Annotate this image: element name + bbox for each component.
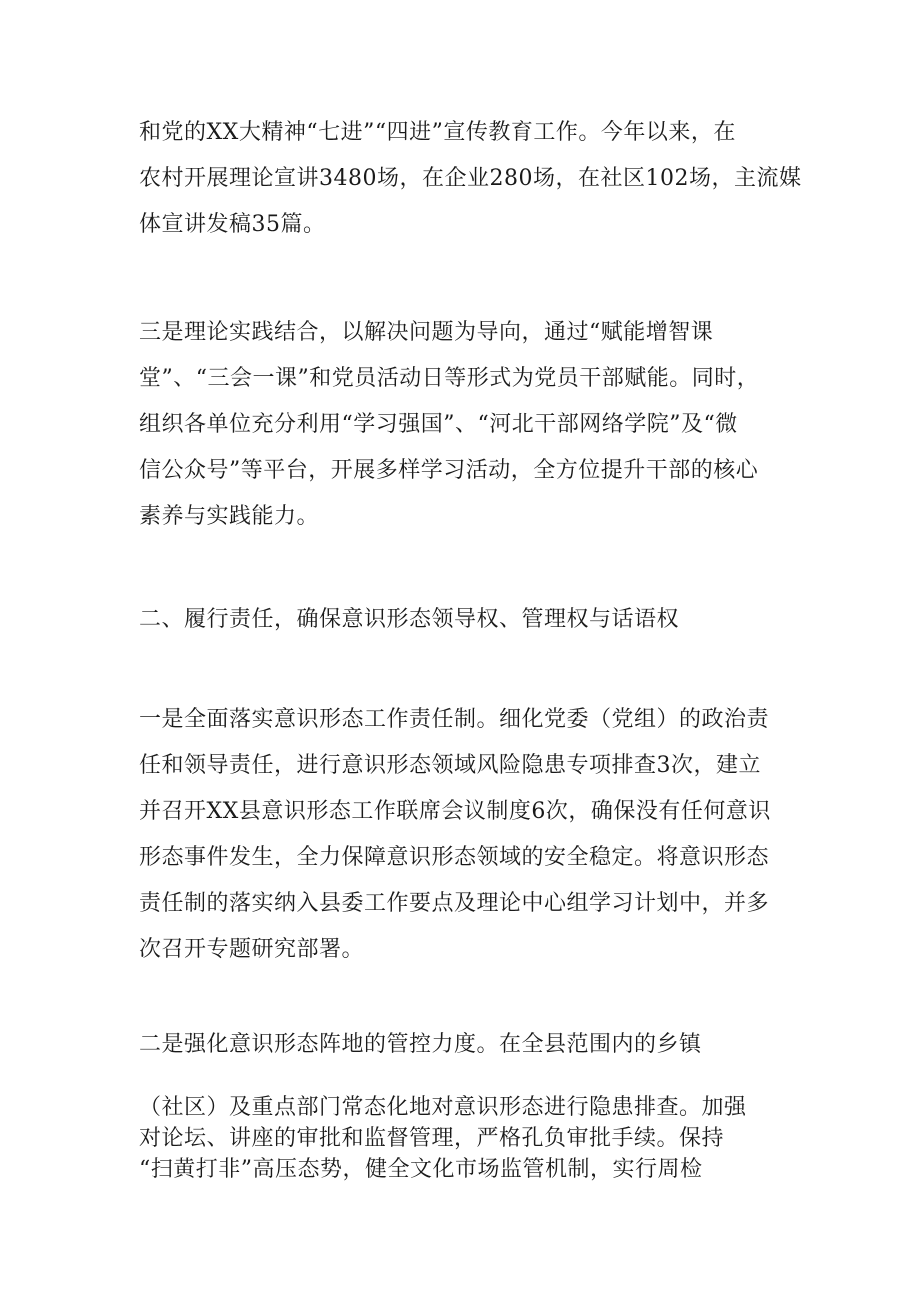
text-line: （社区）及重点部门常态化地对意识形态进行隐患排查。加强 (139, 1095, 747, 1120)
text-line: 素养与实践能力。 (139, 504, 320, 529)
text-line: 任和领导责任，进行意识形态领域风险隐患专项排查3次，建立 (139, 753, 761, 778)
paragraph-responsibility-system (139, 697, 789, 973)
paragraph-propaganda-stats (139, 110, 802, 248)
text-line: 农村开展理论宣讲3480场，在企业280场，在社区102场，主流媒 (139, 166, 802, 191)
text-line: 体宣讲发稿35篇。 (139, 212, 326, 237)
text-line: 和党的XX大精神“七进”“四进”宣传教育工作。今年以来，在 (139, 120, 736, 145)
section-heading-text: 二、履行责任，确保意识形态领导权、管理权与话语权 (139, 607, 680, 632)
text-line: 一是全面落实意识形态工作责任制。细化党委（党组）的政治责 (139, 707, 770, 732)
paragraph-position-control-first-line (139, 1022, 789, 1068)
text-line: 堂”、“三会一课”和党员活动日等形式为党员干部赋能。同时， (139, 366, 760, 391)
text-line: 责任制的落实纳入县委工作要点及理论中心组学习计划中，并多 (139, 891, 770, 916)
text-line: 三是理论实践结合，以解决问题为导向，通过“赋能增智课 (139, 320, 714, 345)
paragraph-theory-practice (139, 310, 789, 540)
text-line: 信公众号”等平台，开展多样学习活动，全方位提升干部的核心 (139, 458, 759, 483)
text-line: 次召开专题研究部署。 (139, 937, 365, 962)
text-line: 对论坛、讲座的审批和监督管理，严格孔负审批手续。保持 (139, 1126, 725, 1151)
text-line: 形态事件发生，全力保障意识形态领域的安全稳定。将意识形态 (139, 845, 770, 870)
section-heading (139, 597, 789, 643)
text-line: 并召开XX县意识形态工作联席会议制度6次，确保没有任何意识 (139, 799, 771, 824)
text-line: 组织各单位充分利用“学习强国”、“河北干部网络学院”及“微 (139, 412, 738, 437)
paragraph-position-control (139, 1092, 789, 1185)
text-line: 二是强化意识形态阵地的管控力度。在全县范围内的乡镇 (139, 1032, 702, 1057)
text-line: “扫黄打非”高压态势，健全文化市场监管机制，实行周检 (139, 1157, 703, 1182)
